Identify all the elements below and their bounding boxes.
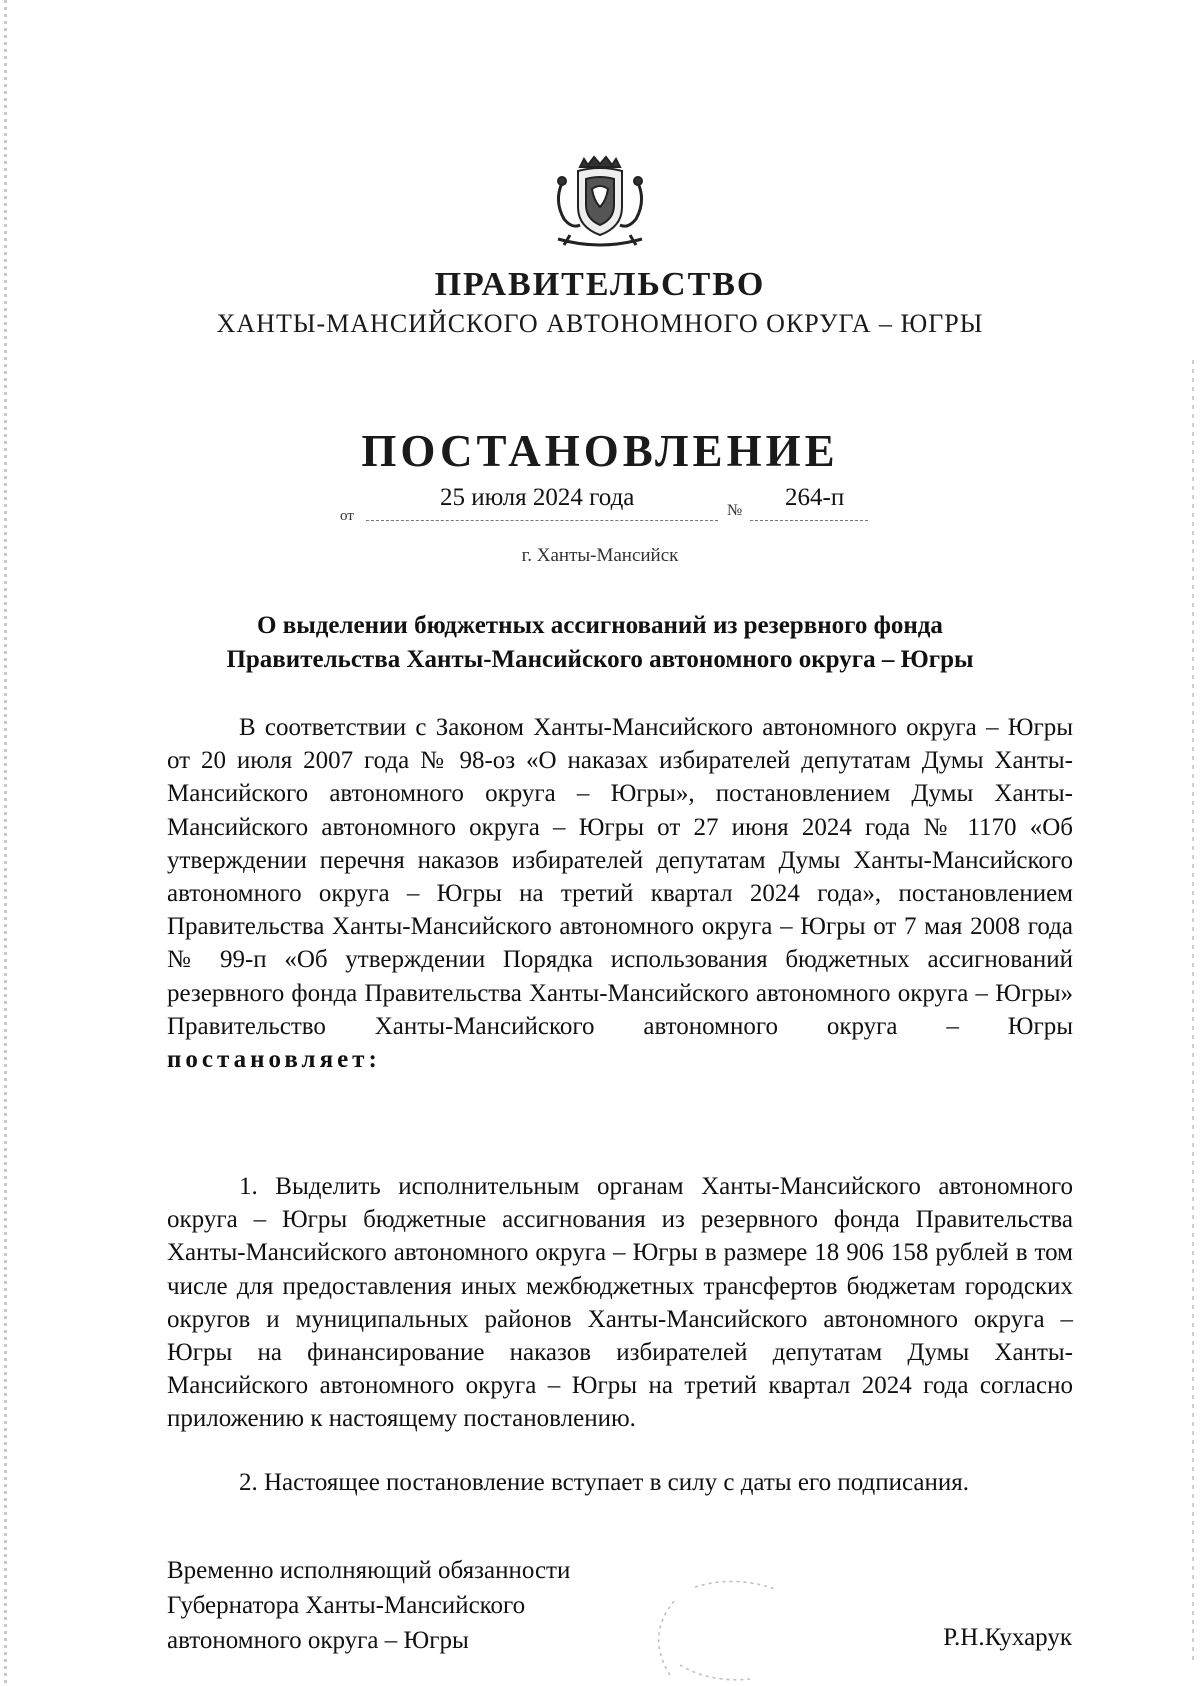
- scan-edge-left: [4, 0, 7, 1686]
- document-date: 25 июля 2024 года: [440, 484, 635, 511]
- date-underline: [366, 520, 718, 521]
- item-2-paragraph: 2. Настоящее постановление вступает в силу с даты его подписания.: [239, 1469, 969, 1496]
- faint-stamp-icon: [640, 1575, 830, 1685]
- date-label: от: [340, 508, 354, 524]
- document-heading-line-2: Правительства Ханты-Мансийского автономного округа – Югры: [226, 646, 974, 673]
- decree-word: постановляет:: [167, 1046, 381, 1074]
- coat-of-arms-emblem-icon: [540, 155, 660, 253]
- document-heading-line-1: О выделении бюджетных ассигнований из резервного фонда: [257, 612, 943, 639]
- preamble-text: В соответствии с Законом Ханты-Мансийского автономного округа – Югры от 20 июля 2007 года № 98-оз «О наказах избирателей депутатам Думы Ханты-Мансийского автономного округа – Югры», постановлением Думы Ханты-Мансийского автономного округа – Югры от 27 июня 2024 года № 1170 «Об утверждении перечня наказов избирателей депутатам Думы Ханты-Мансийского автономного округа – Югры на третий квартал 2024 года», постановлением Правительства Ханты-Мансийского автономного округа – Югры от 7 мая 2008 года № 99-п «Об утверждении Порядка использования бюджетных ассигнований резервного фонда Правительства Ханты-Мансийского автономного округа – Югры» Правительство Ханты-Мансийского автономного округа – Югры: [167, 714, 1073, 1040]
- signatory-name: Р.Н.Кухарук: [943, 1624, 1072, 1651]
- document-type: ПОСТАНОВЛЕНИЕ: [361, 426, 839, 476]
- government-subtitle: ХАНТЫ-МАНСИЙСКОГО АВТОНОМНОГО ОКРУГА – ЮГРЫ: [216, 309, 984, 338]
- city-line: г. Ханты-Мансийск: [521, 545, 679, 566]
- number-underline: [750, 520, 868, 521]
- signatory-position: [167, 1553, 570, 1658]
- signatory-position-line-2: Губернатора Ханты-Мансийского: [167, 1592, 526, 1619]
- government-title: ПРАВИТЕЛЬСТВО: [434, 266, 766, 303]
- signatory-position-line-3: автономного округа – Югры: [167, 1627, 469, 1654]
- document-number: 264-п: [785, 484, 845, 511]
- signatory-position-line-1: Временно исполняющий обязанности: [167, 1557, 571, 1584]
- preamble-paragraph: [167, 711, 1073, 1076]
- item-1-paragraph: 1. Выделить исполнительным органам Ханты-Мансийского автономного округа – Югры бюджетные ассигнования из резервного фонда Правительства Ханты-Мансийского автономного округа – Югры в размере 18 906 158 рублей в том числе для предоставления иных межбюджетных трансфертов бюджетам городских округов и муниципальных районов Ханты-Мансийского автономного округа – Югры на финансирование наказов избирателей депутатам Думы Ханты-Мансийского автономного округа – Югры на третий квартал 2024 года согласно приложению к настоящему постановлению.: [167, 1173, 1073, 1433]
- number-label: №: [727, 502, 743, 519]
